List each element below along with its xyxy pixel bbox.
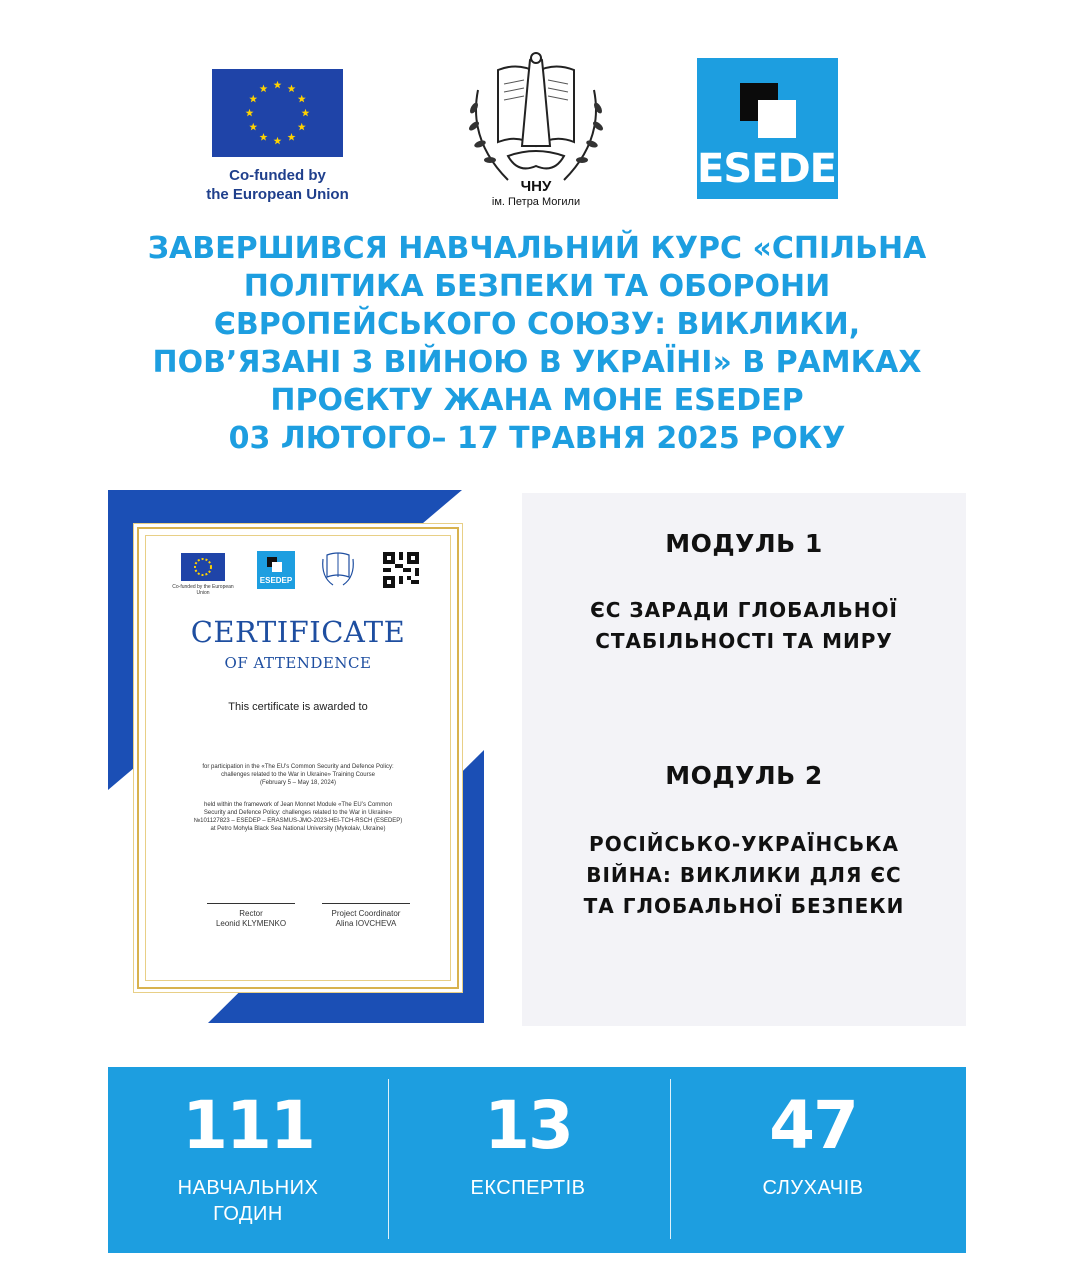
signature-line-coordinator xyxy=(322,903,410,904)
certificate-image xyxy=(137,527,459,989)
module-1-description xyxy=(522,595,966,657)
stat-listeners xyxy=(668,1067,958,1253)
eu-star-icon xyxy=(260,85,268,93)
stat-hours xyxy=(108,1067,388,1253)
cert-text-line: at Petro Mohyla Black Sea National University (Mykolaiv, Ukraine) xyxy=(210,826,386,832)
cert-qr-code-icon xyxy=(383,552,419,588)
cert-text-line: №101127823 – ESEDEP – ERASMUS-JMO-2023-HEI-TCH-RSCH (ESEDEP) xyxy=(193,818,403,824)
stat-label-line: СЛУХАЧІВ xyxy=(762,1177,864,1199)
certificate-title: CERTIFICATE xyxy=(190,615,406,649)
signer-name: Leonid KLYMENKO xyxy=(215,919,287,928)
signer-role: Rector xyxy=(239,909,263,918)
cert-text-line: held within the framework of Jean Monnet Module «The EU’s Common xyxy=(204,802,392,808)
eu-star-icon xyxy=(302,109,310,117)
stat-label-line: ЕКСПЕРТІВ xyxy=(470,1177,586,1199)
title-line: 03 ЛЮТОГО– 17 ТРАВНЯ 2025 РОКУ xyxy=(228,421,846,456)
signer-coordinator xyxy=(306,909,426,929)
eu-caption xyxy=(190,166,365,204)
cert-university-emblem-icon xyxy=(319,549,357,591)
cert-eu-flag-icon xyxy=(181,553,225,581)
eu-star-icon xyxy=(288,133,296,141)
eu-star-icon xyxy=(288,85,296,93)
module-text-line: СТАБІЛЬНОСТІ ТА МИРУ xyxy=(595,629,893,653)
stat-label xyxy=(668,1175,958,1201)
certificate-participation xyxy=(159,763,437,787)
stat-label-line: НАВЧАЛЬНИХ xyxy=(177,1177,319,1199)
title-line: ПОЛІТИКА БЕЗПЕКИ ТА ОБОРОНИ xyxy=(243,269,831,304)
title-line: ПРОЄКТУ ЖАНА МОНЕ ESEDEP xyxy=(270,383,804,418)
module-text-line: ЄС ЗАРАДИ ГЛОБАЛЬНОЇ xyxy=(590,598,898,622)
module-2-heading: МОДУЛЬ 2 xyxy=(665,761,823,790)
stat-number: 47 xyxy=(769,1087,857,1164)
cert-text-line: Security and Defence Policy: challenges related to the War in Ukraine» xyxy=(203,810,393,816)
eu-star-icon xyxy=(246,109,254,117)
stat-number: 111 xyxy=(182,1087,314,1164)
eu-star-icon xyxy=(260,133,268,141)
stat-experts xyxy=(388,1067,668,1253)
cert-text-line: for participation in the «The EU’s Common Security and Defence Policy: xyxy=(202,764,394,770)
chnu-logo-text: ЧНУ xyxy=(520,178,552,195)
module-text-line: РОСІЙСЬКО-УКРАЇНСЬКА xyxy=(589,832,899,856)
eu-star-icon xyxy=(298,123,306,131)
chnu-logo-subtext: ім. Петра Могили xyxy=(491,196,581,208)
module-text-line: ТА ГЛОБАЛЬНОЇ БЕЗПЕКИ xyxy=(583,894,905,918)
certificate-subtitle: OF ATTENDENCE xyxy=(224,654,372,672)
stat-label-line: ГОДИН xyxy=(213,1203,283,1225)
eu-star-icon xyxy=(298,95,306,103)
title-line: ЗАВЕРШИВСЯ НАВЧАЛЬНИЙ КУРС «СПІЛЬНА xyxy=(147,231,927,266)
module-text-line: ВІЙНА: ВИКЛИКИ ДЛЯ ЄС xyxy=(586,863,902,887)
cert-eu-caption: Co-funded by the European Union xyxy=(172,584,234,596)
module-2-description xyxy=(522,829,966,922)
eu-stars-icon xyxy=(212,69,343,157)
page-title xyxy=(100,230,974,458)
signature-line-rector xyxy=(207,903,295,904)
cert-text-line: challenges related to the War in Ukraine» Training Course xyxy=(221,772,375,778)
stat-label xyxy=(108,1175,388,1227)
eu-star-icon xyxy=(249,95,257,103)
eu-star-icon xyxy=(274,81,282,89)
esedep-logo-text: ESEDEP xyxy=(697,146,865,192)
cert-esedep-logo xyxy=(257,551,295,589)
title-line: ЄВРОПЕЙСЬКОГО СОЮЗУ: ВИКЛИКИ, xyxy=(213,307,861,342)
eu-flag-logo xyxy=(212,69,343,157)
cert-text-line: (February 5 – May 18, 2024) xyxy=(259,780,337,786)
signer-rector xyxy=(191,909,311,929)
title-line: ПОВ’ЯЗАНІ З ВІЙНОЮ В УКРАЇНІ» В РАМКАХ xyxy=(152,345,922,380)
eu-star-icon xyxy=(249,123,257,131)
chnu-university-logo xyxy=(458,50,614,212)
certificate-awarded-text: This certificate is awarded to xyxy=(228,701,368,713)
stat-number: 13 xyxy=(484,1087,572,1164)
esedep-logo-white-square xyxy=(758,100,796,138)
signer-name: Alina IOVCHEVA xyxy=(335,919,397,928)
stat-label xyxy=(388,1175,668,1201)
modules-panel xyxy=(522,493,966,1026)
stats-bar xyxy=(108,1067,966,1253)
eu-caption-line1: Co-funded by xyxy=(229,167,326,184)
signer-role: Project Coordinator xyxy=(331,909,401,918)
eu-star-icon xyxy=(274,137,282,145)
cert-esedep-text: ESEDEP xyxy=(259,576,293,585)
eu-caption-line2: the European Union xyxy=(206,186,349,203)
module-1-heading: МОДУЛЬ 1 xyxy=(665,529,823,558)
certificate-framework xyxy=(159,801,437,833)
